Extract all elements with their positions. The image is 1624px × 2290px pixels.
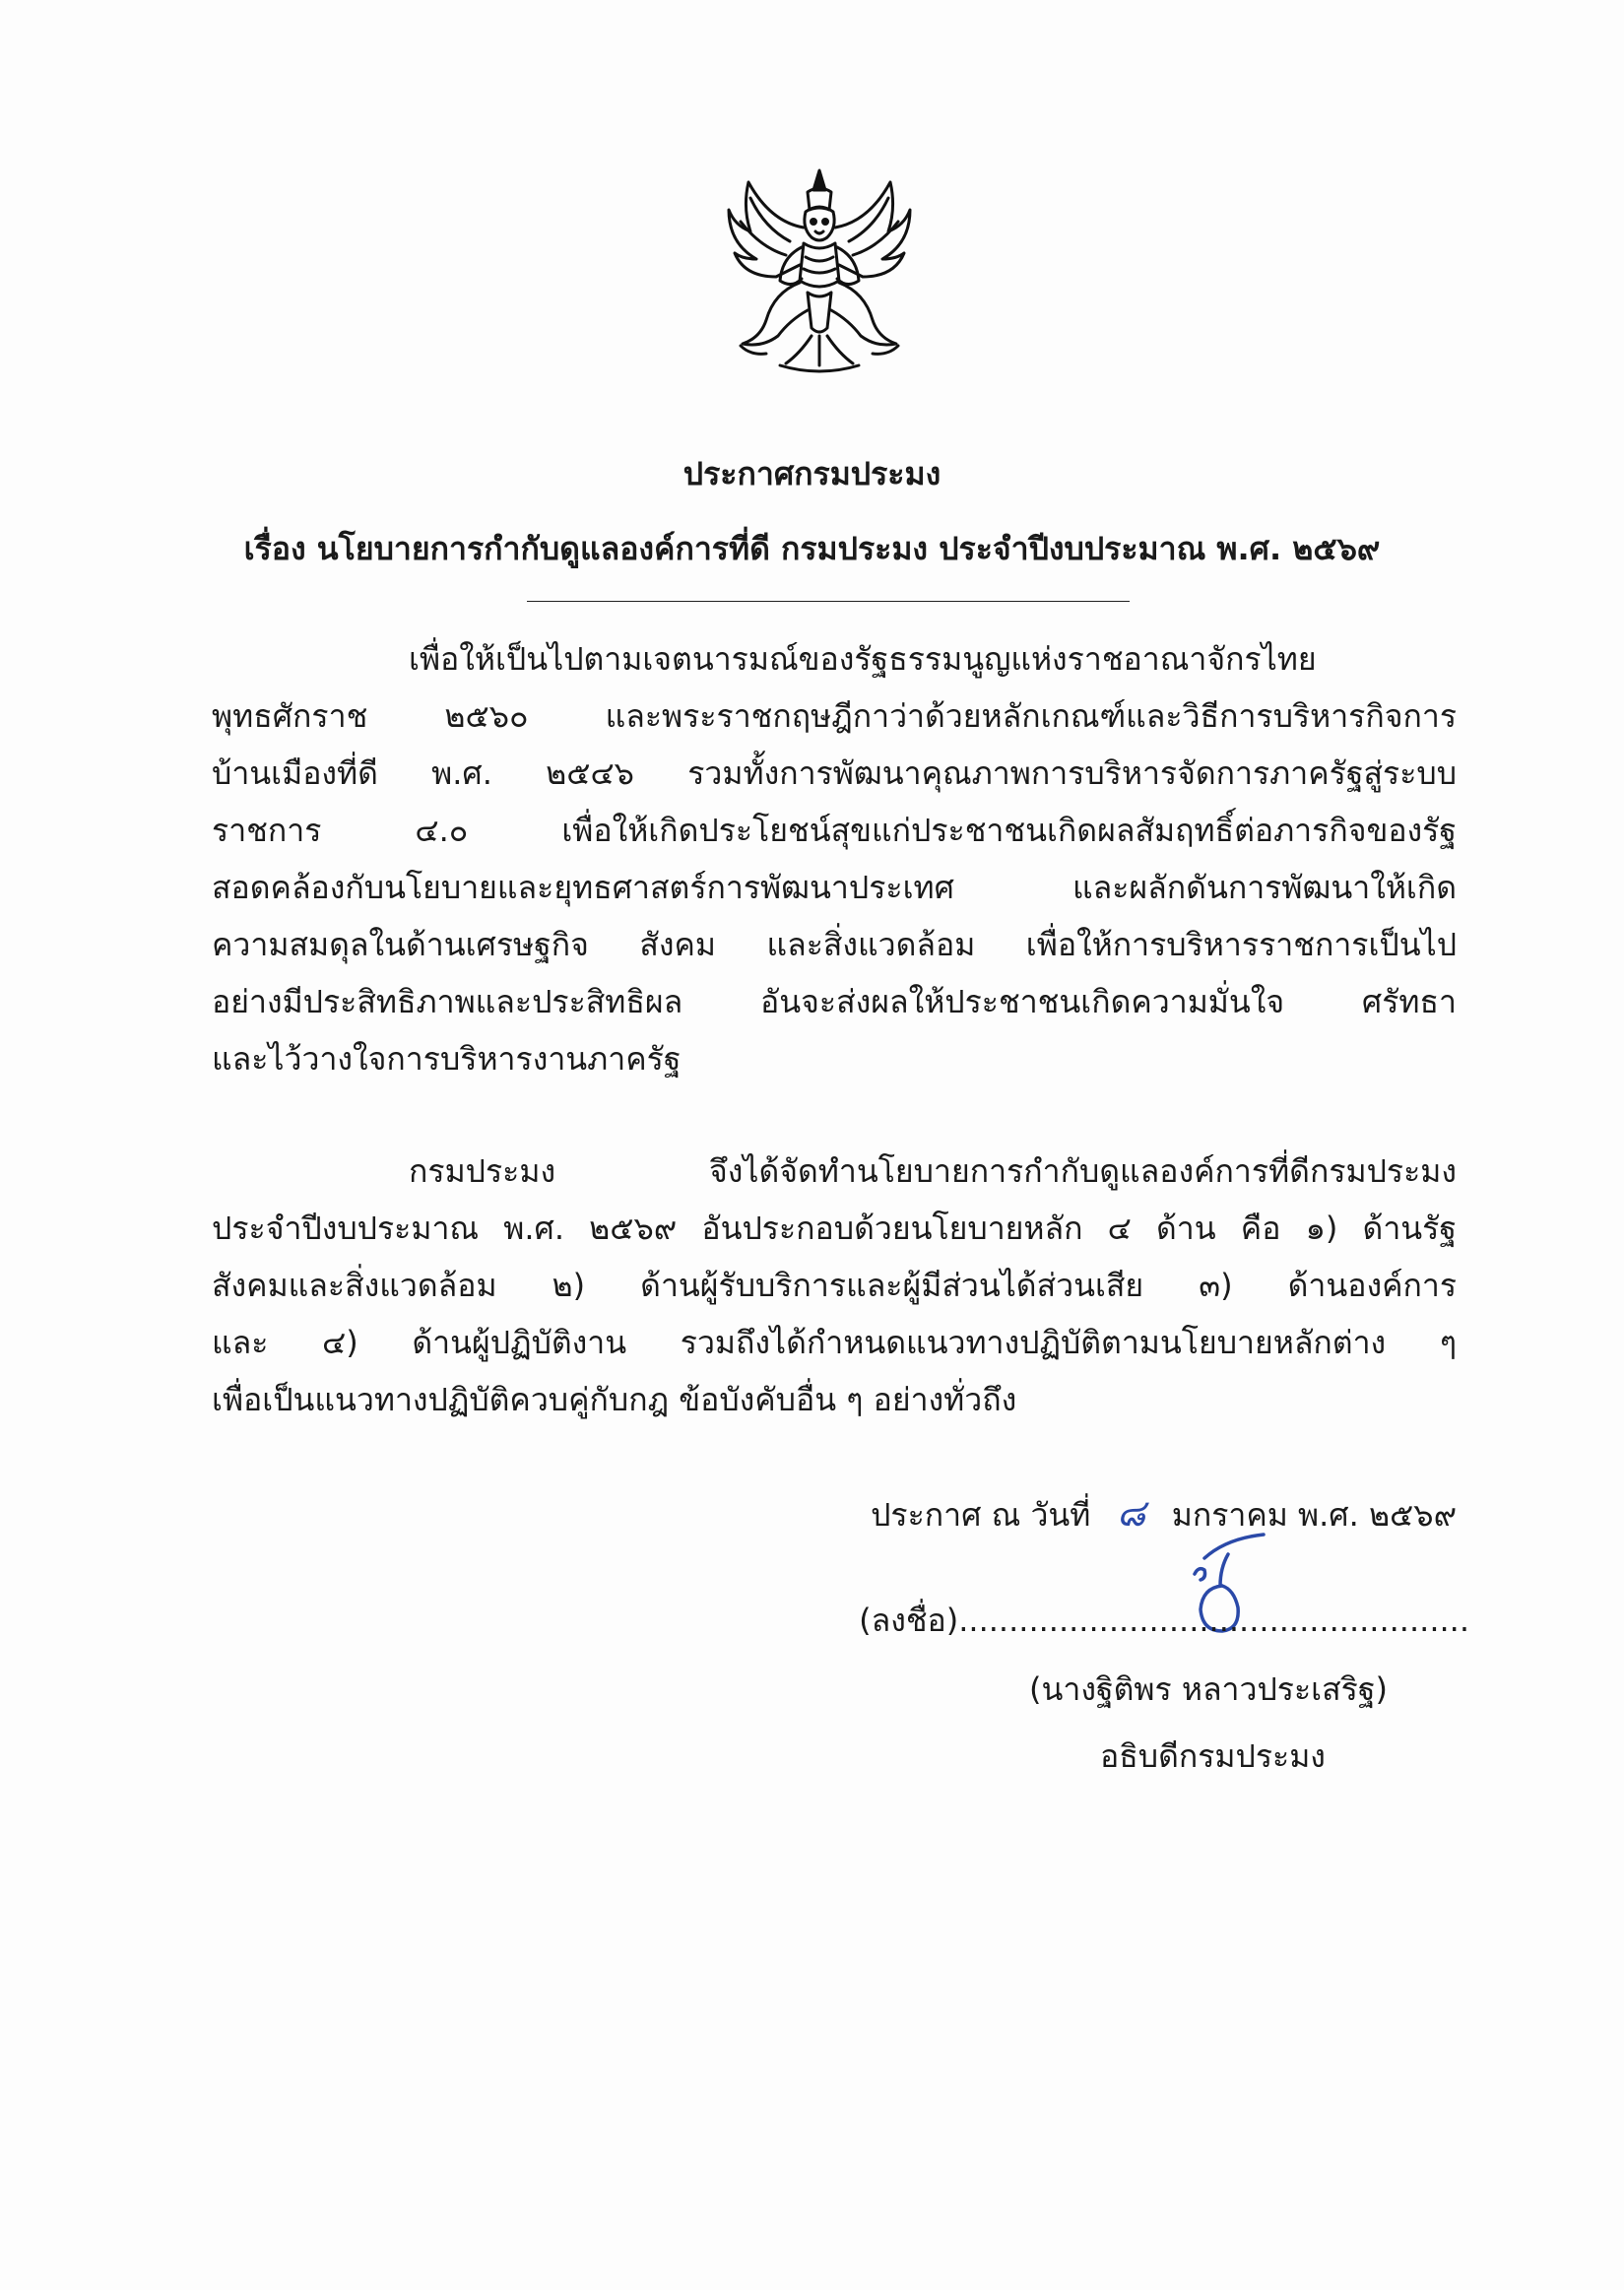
date-month-year: มกราคม พ.ศ. ๒๕๖๙ (1171, 1496, 1457, 1534)
paragraph-line: พุทธศักราช ๒๕๖๐ และพระราชกฤษฎีกาว่าด้วยหลักเกณฑ์และวิธีการบริหารกิจการ (212, 697, 1457, 735)
paragraph-line: เพื่อเป็นแนวทางปฏิบัติควบคู่กับกฎ ข้อบังคับอื่น ๆ อย่างทั่วถึง (212, 1381, 1017, 1418)
date-day-handwritten: ๘ (1116, 1491, 1146, 1535)
title-divider (527, 601, 1130, 602)
paragraph-line: กรมประมง จึงได้จัดทำนโยบายการกำกับดูแลองค์การที่ดีกรมประมง (409, 1152, 1457, 1190)
body-paragraph-1 (212, 630, 1457, 1087)
body-paragraph-2 (212, 1143, 1457, 1428)
date-prefix: ประกาศ ณ วันที่ (871, 1496, 1091, 1534)
paragraph-line: ประจำปีงบประมาณ พ.ศ. ๒๕๖๙ อันประกอบด้วยนโยบายหลัก ๔ ด้าน คือ ๑) ด้านรัฐ (212, 1210, 1457, 1247)
paragraph-line: อย่างมีประสิทธิภาพและประสิทธิผล อันจะส่งผลให้ประชาชนเกิดความมั่นใจ ศรัทธา (212, 983, 1457, 1020)
paragraph-line: สังคมและสิ่งแวดล้อม ๒) ด้านผู้รับบริการและผู้มีส่วนได้ส่วนเสีย ๓) ด้านองค์การ (212, 1267, 1457, 1304)
sign-label: (ลงชื่อ) (859, 1602, 959, 1639)
signer-position: อธิบดีกรมประมง (1100, 1737, 1326, 1775)
garuda-emblem-icon (721, 163, 918, 389)
sign-dots: ................................................... (958, 1602, 1469, 1639)
announcement-subject: เรื่อง นโยบายการกำกับดูแลองค์การที่ดี กรมประมง ประจำปีงบประมาณ พ.ศ. ๒๕๖๙ (243, 530, 1381, 567)
signature-line (0, 1596, 1469, 1646)
paragraph-line: และ ๔) ด้านผู้ปฏิบัติงาน รวมถึงได้กำหนดแนวทางปฏิบัติตามนโยบายหลักต่าง ๆ (212, 1324, 1457, 1361)
paragraph-line: และไว้วางใจการบริหารงานภาครัฐ (212, 1040, 682, 1078)
signer-name: (นางฐิติพร หลาวประเสริฐ) (1029, 1670, 1388, 1708)
paragraph-line: สอดคล้องกับนโยบายและยุทธศาสตร์การพัฒนาประเทศ และผลักดันการพัฒนาให้เกิด (212, 869, 1457, 906)
paragraph-line: เพื่อให้เป็นไปตามเจตนารมณ์ของรัฐธรรมนูญแห่งราชอาณาจักรไทย (409, 640, 1317, 678)
paragraph-line: ราชการ ๔.๐ เพื่อให้เกิดประโยชน์สุขแก่ประชาชนเกิดผลสัมฤทธิ์ต่อภารกิจของรัฐ (212, 812, 1457, 849)
paragraph-line: บ้านเมืองที่ดี พ.ศ. ๒๕๔๖ รวมทั้งการพัฒนาคุณภาพการบริหารจัดการภาครัฐสู่ระบบ (212, 754, 1457, 792)
paragraph-line: ความสมดุลในด้านเศรษฐกิจ สังคม และสิ่งแวดล้อม เพื่อให้การบริหารราชการเป็นไป (212, 926, 1457, 963)
announcement-title: ประกาศกรมประมง (682, 455, 942, 492)
